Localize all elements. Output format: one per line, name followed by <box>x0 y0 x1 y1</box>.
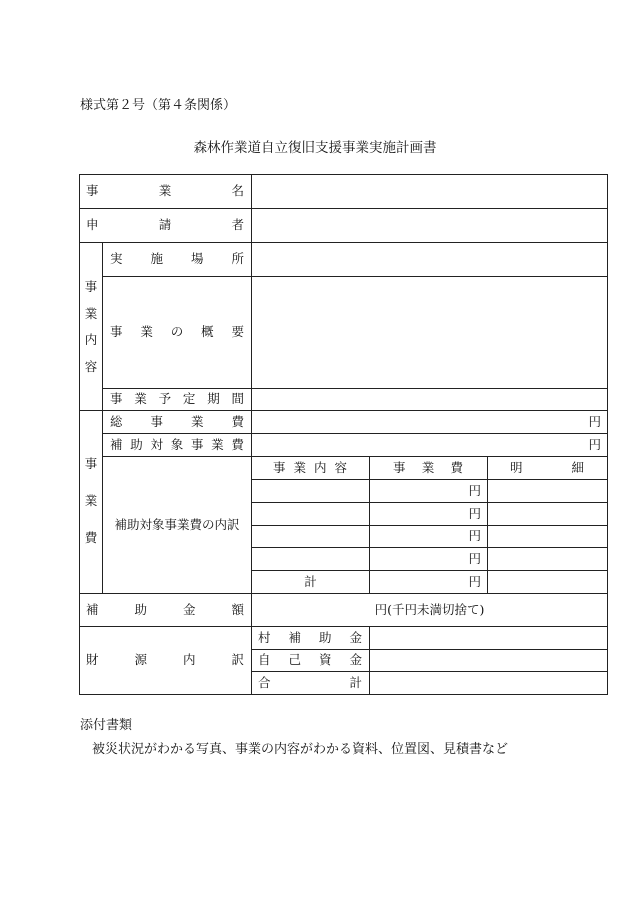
period-label: 事 業 予 定 期 間 <box>110 391 244 407</box>
breakdown-sum-label: 計 <box>304 573 317 589</box>
project-name-field[interactable] <box>252 175 607 208</box>
cost-group-label: 事 業 費 <box>84 456 98 545</box>
period-field[interactable] <box>252 389 607 410</box>
attachments-body: 被災状況がわかる写真、事業の内容がわかる資料、位置図、見積書など <box>92 742 509 757</box>
form-title: 森林作業道自立復旧支援事業実施計画書 <box>193 140 437 156</box>
attachments-title: 添付書類 <box>80 718 133 733</box>
subsidy-amount-label: 補 助 金 額 <box>86 601 244 617</box>
col-header-content: 事 業 内 容 <box>273 459 347 475</box>
breakdown-row-yen: 円 <box>468 505 481 521</box>
table-line <box>369 626 370 694</box>
breakdown-row-yen: 円 <box>468 482 481 498</box>
village-subsidy-label: 村 補 助 金 <box>258 629 362 645</box>
own-funds-label: 自 己 資 金 <box>258 652 362 668</box>
col-header-detail: 明 細 <box>510 459 584 475</box>
location-field[interactable] <box>252 243 607 276</box>
breakdown-sum-yen: 円 <box>468 573 481 589</box>
table-border <box>79 174 80 695</box>
subsidized-cost-yen: 円 <box>588 436 601 452</box>
overview-label: 事 業 の 概 要 <box>110 324 244 340</box>
table-border <box>79 694 608 695</box>
breakdown-row-yen: 円 <box>468 550 481 566</box>
total-cost-yen: 円 <box>588 413 601 429</box>
applicant-field[interactable] <box>252 209 607 242</box>
col-header-cost: 事 業 費 <box>393 459 463 475</box>
funding-label: 財 源 内 訳 <box>86 652 244 668</box>
total-cost-label: 総 事 業 費 <box>110 413 244 429</box>
applicant-label: 申 請 者 <box>86 217 244 233</box>
overview-field[interactable] <box>252 277 607 388</box>
table-line <box>487 456 488 593</box>
breakdown-label: 補助対象事業費の内訳 <box>114 516 240 532</box>
content-group-label: 事 業 内 容 <box>84 279 98 374</box>
form-number: 様式第２号（第４条関係） <box>80 98 237 113</box>
subsidy-amount-value: 円(千円未満切捨て) <box>374 601 485 617</box>
breakdown-row-yen: 円 <box>468 528 481 544</box>
table-border <box>607 174 608 695</box>
project-name-label: 事 業 名 <box>86 183 244 199</box>
location-label: 実 施 場 所 <box>110 251 244 267</box>
grand-total-label: 合 計 <box>258 674 362 690</box>
subsidized-cost-label: 補 助 対 象 事 業 費 <box>110 436 244 452</box>
